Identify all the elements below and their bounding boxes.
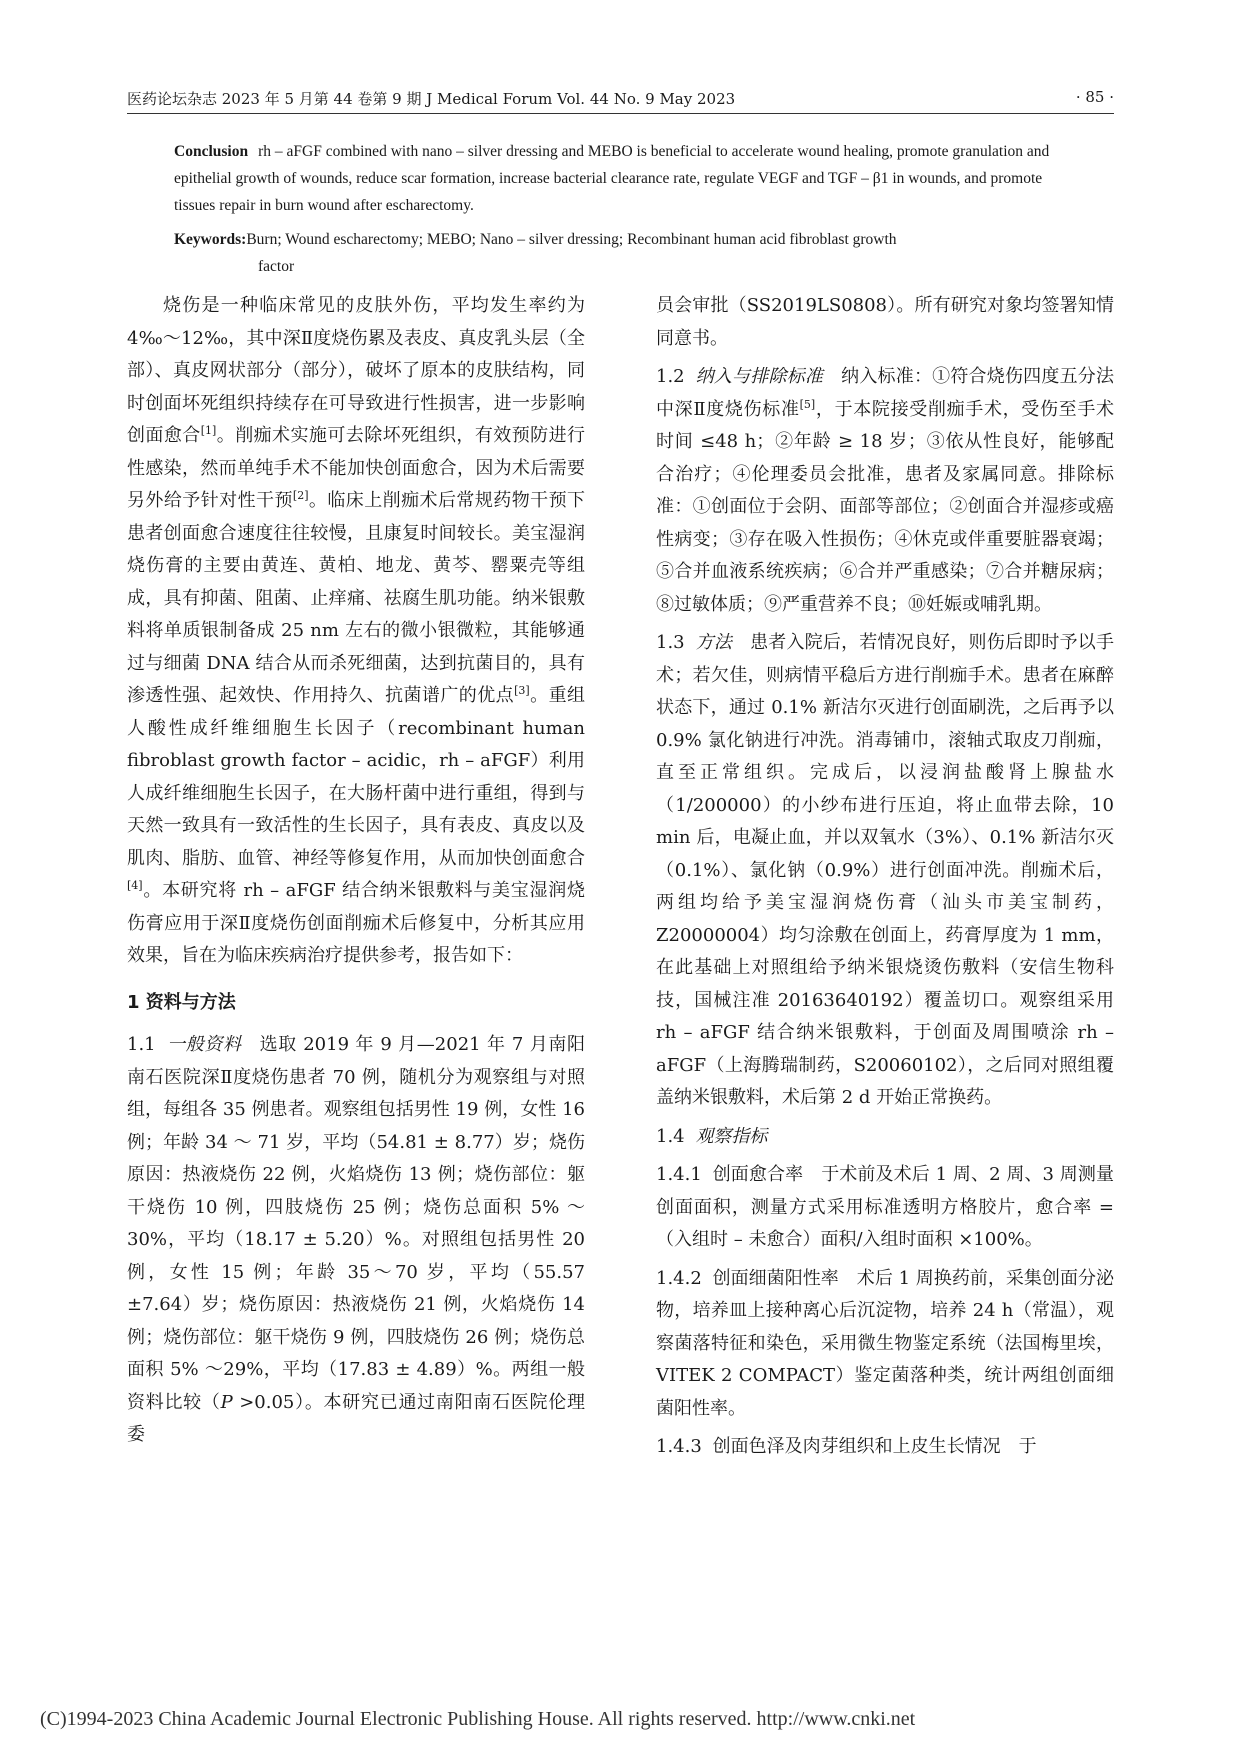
keywords <box>174 226 1080 280</box>
intro-text-1: 烧伤是一种临床常见的皮肤外伤，平均发生率约为 4‰～12‰，其中深Ⅱ度烧伤累及表皮、真皮乳头层（全部）、真皮网状部分（部分），破坏了原本的皮肤结构，同时创面坏死组织持续存在可导致进行性损害，进一步影响创面愈合 <box>127 295 585 446</box>
subsection-title: 创面色泽及肉芽组织和上皮生长情况 <box>712 1436 1001 1457</box>
subsection-text-cont: ，于本院接受削痂手术，受伤至手术时间 ≤48 h；②年龄 ≥ 18 岁；③依从性良好，能够配合治疗；④伦理委员会批准，患者及家属同意。排除标准：①创面位于会阴、面部等部位；②创面合并湿疹或癌性病变；③存在吸入性损伤；④休克或伴重要脏器衰竭；⑤合并血液系统疾病；⑥合并严重感染；⑦合并糖尿病；⑧过敏体质；⑨严重营养不良；⑩妊娠或哺乳期。 <box>656 398 1114 615</box>
keywords-line-1: Burn; Wound escharectomy; MEBO; Nano – silver dressing; Recombinant human acid fibroblast growth <box>246 231 897 248</box>
subsection-text-cont: >0.05）。本研究已通过南阳南石医院伦理委 <box>127 1391 585 1445</box>
left-column <box>127 290 585 1452</box>
p-symbol: P <box>220 1391 233 1413</box>
page-number: · 85 · <box>1075 88 1114 106</box>
continued-text: 员会审批（SS2019LS0808）。所有研究对象均签署知情同意书。 <box>656 295 1114 349</box>
intro-text-4: 。重组人酸性成纤维细胞生长因子（recombinant human fibroblast growth factor – acidic，rh – aFGF）利用人成纤维细胞生长因子，在大肠杆菌中进行重组，得到与天然一致具有一致活性的生长因子，具有表皮、真皮以及肌肉、脂肪、血管、神经等修复作用，从而加快创面愈合 <box>127 685 586 869</box>
subsection-text: 于 <box>1018 1436 1037 1457</box>
subsection-number: 1.4 <box>656 1125 685 1147</box>
subsection-title: 方法 <box>695 632 733 653</box>
subsection-general-data <box>127 1029 585 1452</box>
subsection-number: 1.2 <box>656 366 685 387</box>
subsection-number: 1.1 <box>127 1034 156 1055</box>
subsection-bacteria-rate <box>656 1263 1114 1426</box>
subsection-number: 1.4.3 <box>656 1436 702 1457</box>
intro-text-2: 。削痂术实施可去除坏死组织，有效预防进行性感染，然而单纯手术不能加快创面愈合，因为术后需要另外给予针对性干预 <box>127 425 585 511</box>
subsection-number: 1.3 <box>656 632 685 653</box>
citation-ref: [4] <box>127 879 143 892</box>
subsection-granulation <box>656 1431 1114 1464</box>
citation-ref: [5] <box>799 397 816 411</box>
subsection-title: 观察指标 <box>695 1125 768 1147</box>
keywords-label: Keywords: <box>174 231 247 248</box>
conclusion-text: rh – aFGF combined with nano – silver dressing and MEBO is beneficial to accelerate wound healing, promote granulation and epithelial growth of wounds, reduce scar formation, increase bacterial clearance rate, regulate VEGF and TGF – β1 in wounds, and promote tissues repair in burn wound after escharectomy. <box>174 143 1050 214</box>
subsection-healing-rate <box>656 1159 1114 1257</box>
subsection-title: 创面愈合率 <box>712 1164 804 1185</box>
citation-ref: [1] <box>200 424 217 437</box>
citation-ref: [3] <box>514 684 530 697</box>
journal-citation: 医药论坛杂志 2023 年 5 月第 44 卷第 9 期 J Medical Forum Vol. 44 No. 9 May 2023 <box>127 90 736 108</box>
subsection-text: 选取 2019 年 9 月—2021 年 7 月南阳南石医院深Ⅱ度烧伤患者 70 例，随机分为观察组与对照组，每组各 35 例患者。观察组包括男性 19 例，女性 16 例；年龄 34 ～ 71 岁，平均（54.81 ± 8.77）岁；烧伤原因：热液烧伤 22 例，火焰烧伤 13 例；烧伤部位：躯干烧伤 10 例，四肢烧伤 25 例；烧伤总面积 5% ～30%，平均（18.17 ± 5.20）%。对照组包括男性 20 例，女性 15 例；年龄 35～70 岁，平均（55.57 ±7.64）岁；烧伤原因：热液烧伤 21 例，火焰烧伤 14 例；烧伤部位：躯干烧伤 9 例，四肢烧伤 26 例；烧伤总面积 5% ～29%，平均（17.83 ± 4.89）%。两组一般资料比较（ <box>127 1034 585 1413</box>
conclusion-label: Conclusion <box>174 143 249 160</box>
subsection-title: 纳入与排除标准 <box>695 366 824 387</box>
header-rule <box>127 113 1114 114</box>
subsection-text: 患者入院后，若情况良好，则伤后即时予以手术；若欠佳，则病情平稳后方进行削痂手术。患者在麻醉状态下，通过 0.1% 新洁尔灭进行创面刷洗，之后再予以 0.9% 氯化钠进行冲洗。消毒铺巾，滚轴式取皮刀削痂，直至正常组织。完成后，以浸润盐酸肾上腺盐水（1/200000）的小纱布进行压迫，将止血带去除，10 min 后，电凝止血，并以双氧水（3%）、0.1% 新洁尔灭（0.1%）、氯化钠（0.9%）进行创面冲洗。削痂术后，两组均给予美宝湿润烧伤膏（汕头市美宝制药，Z20000004）均匀涂敷在创面上，药膏厚度为 1 mm，在此基础上对照组给予纳米银烧烫伤敷料（安信生物科技，国械注准 20163640192）覆盖切口。观察组采用 rh – aFGF 结合纳米银敷料，于创面及周围喷涂 rh – aFGF（上海腾瑞制药，S20060102），之后同对照组覆盖纳米银敷料，术后第 2 d 开始正常换药。 <box>656 632 1115 1108</box>
subsection-text: 于术前及术后 1 周、2 周、3 周测量创面面积，测量方式采用标准透明方格胶片，愈合率 =（入组时 – 未愈合）面积/入组时面积 ×100%。 <box>656 1164 1115 1250</box>
subsection-number: 1.4.1 <box>656 1164 702 1185</box>
subsection-number: 1.4.2 <box>656 1267 702 1289</box>
intro-text-3: 。临床上削痂术后常规药物干预下患者创面愈合速度往往较慢，且康复时间较长。美宝湿润烧伤膏的主要由黄连、黄柏、地龙、黄芩、罂粟壳等组成，具有抑菌、阻菌、止痒痛、祛腐生肌功能。纳米银敷料将单质银制备成 25 nm 左右的微小银微粒，其能够通过与细菌 DNA 结合从而杀死细菌，达到抗菌目的，具有渗透性强、起效快、作用持久、抗菌谱广的优点 <box>127 490 586 706</box>
keywords-line-2: factor <box>258 258 295 275</box>
intro-text-5: 。本研究将 rh – aFGF 结合纳米银敷料与美宝湿润烧伤膏应用于深Ⅱ度烧伤创面削痂术后修复中，分析其应用效果，旨在为临床疾病治疗提供参考，报告如下： <box>127 880 585 966</box>
copyright-footer: (C)1994-2023 China Academic Journal Electronic Publishing House. All rights reserved. http://www.cnki.net <box>40 1708 916 1730</box>
subsection-title: 创面细菌阳性率 <box>712 1267 839 1289</box>
subsection-criteria <box>656 361 1114 621</box>
subsection-text: 纳入标准：①符合烧伤四度五分法中深Ⅱ度烧伤标准 <box>656 366 1115 420</box>
citation-ref: [2] <box>292 489 309 502</box>
section-heading-materials-methods: 1 资料与方法 <box>127 991 236 1013</box>
subsection-methods <box>656 627 1114 1115</box>
subsection-title: 一般资料 <box>166 1034 242 1055</box>
subsection-text: 术后 1 周换药前，采集创面分泌物，培养皿上接种离心后沉淀物，培养 24 h（常温），观察菌落特征和染色，采用微生物鉴定系统（法国梅里埃，VITEK 2 COMPACT）鉴定菌落种类，统计两组创面细菌阳性率。 <box>656 1267 1114 1419</box>
subsection-observation-indicators <box>656 1121 1114 1154</box>
abstract-conclusion <box>174 138 1080 219</box>
right-column <box>656 290 1114 1464</box>
introduction-paragraph <box>127 290 585 973</box>
